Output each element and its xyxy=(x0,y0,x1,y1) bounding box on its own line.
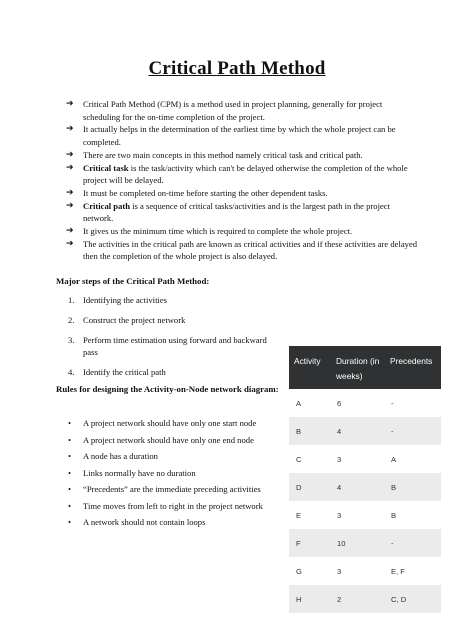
step-item xyxy=(64,315,279,327)
step-item xyxy=(64,335,279,358)
bullet-dot-icon: • xyxy=(68,434,72,445)
bullet-item xyxy=(66,123,418,148)
cell-precedents: C, D xyxy=(391,595,407,604)
cell-precedents: A xyxy=(391,455,397,464)
cell-duration: 3 xyxy=(337,567,342,576)
rule-text: Time moves from left to right in the project network xyxy=(83,500,263,511)
table-header xyxy=(289,346,441,389)
cell-duration: 4 xyxy=(337,427,342,436)
cell-precedents: E, F xyxy=(391,567,405,576)
step-text: Identify the critical path xyxy=(83,366,166,377)
arrow-right-icon: ➔ xyxy=(66,200,74,211)
bullet-item xyxy=(66,238,418,263)
cell-activity: A xyxy=(296,399,302,408)
table-row xyxy=(289,417,441,445)
cell-duration: 4 xyxy=(337,483,342,492)
major-steps-heading: Major steps of the Critical Path Method: xyxy=(56,276,210,286)
cell-activity: G xyxy=(296,567,302,576)
rule-item xyxy=(66,418,281,430)
rule-item xyxy=(66,501,281,513)
table-row xyxy=(289,557,441,585)
cell-activity: H xyxy=(296,595,302,604)
arrow-right-icon: ➔ xyxy=(66,124,74,135)
bullet-dot-icon: • xyxy=(68,418,72,428)
table-row xyxy=(289,529,441,557)
arrow-right-icon: ➔ xyxy=(66,187,74,198)
rules-list xyxy=(66,418,281,534)
cell-duration: 3 xyxy=(337,511,342,520)
table-row xyxy=(289,445,441,473)
bullet-bold-text: Critical path xyxy=(83,200,131,211)
bullet-dot-icon: • xyxy=(68,484,72,494)
bullet-item xyxy=(66,162,418,187)
page-title: Critical Path Method xyxy=(148,58,326,79)
bullet-item xyxy=(66,200,418,225)
bullet-item xyxy=(66,225,418,238)
cell-activity: E xyxy=(296,511,302,520)
rule-text: “Precedents” are the immediate preceding activities xyxy=(83,484,261,494)
cell-precedents: - xyxy=(391,539,394,548)
bullet-dot-icon: • xyxy=(68,500,72,511)
step-number: 3. xyxy=(68,335,75,346)
bullet-text: It gives us the minimum time which is required to complete the whole project. xyxy=(83,226,353,237)
cell-precedents: - xyxy=(391,427,394,436)
table-row xyxy=(289,473,441,501)
bullet-text: is a sequence of critical tasks/activities and is the largest path in the project network. xyxy=(83,200,390,224)
step-number: 1. xyxy=(68,295,75,305)
bullet-text: It must be completed on-time before starting the other dependent tasks. xyxy=(83,187,328,198)
bullet-dot-icon: • xyxy=(68,517,72,527)
step-number: 4. xyxy=(68,366,75,377)
rule-text: A node has a duration xyxy=(83,451,158,461)
cell-duration: 10 xyxy=(337,539,346,548)
step-number: 2. xyxy=(68,315,75,326)
activity-table xyxy=(289,346,441,613)
arrow-right-icon: ➔ xyxy=(66,238,74,249)
cell-activity: F xyxy=(296,539,301,548)
cell-activity: D xyxy=(296,483,302,492)
rule-item xyxy=(66,435,281,447)
bullet-text: It actually helps in the determination of the earliest time by which the whole project can be completed. xyxy=(83,124,396,148)
arrow-right-icon: ➔ xyxy=(66,99,74,109)
rules-heading: Rules for designing the Activity-on-Node network diagram: xyxy=(56,384,279,394)
table-row xyxy=(289,389,441,417)
bullet-text: There are two main concepts in this method namely critical task and critical path. xyxy=(83,149,363,160)
bullet-item xyxy=(66,98,418,123)
rule-item xyxy=(66,517,281,529)
step-text: Perform time estimation using forward and backward pass xyxy=(83,335,267,357)
rule-text: Links normally have no duration xyxy=(83,467,196,478)
bullet-text: The activities in the critical path are known as critical activities and if these activities are delayed then the completion of the whole project is also delayed. xyxy=(83,238,418,262)
cell-precedents: - xyxy=(391,399,394,408)
arrow-right-icon: ➔ xyxy=(66,149,74,160)
rule-item xyxy=(66,451,281,463)
cell-activity: B xyxy=(296,427,302,436)
step-item xyxy=(64,295,279,307)
bullet-dot-icon: • xyxy=(68,467,72,478)
cell-duration: 6 xyxy=(337,399,342,408)
step-text: Construct the project network xyxy=(83,315,186,326)
bullet-text: Critical Path Method (CPM) is a method used in project planning, generally for project scheduling for the on-time completion of the project. xyxy=(83,99,383,122)
bullet-item xyxy=(66,149,418,162)
rule-item xyxy=(66,484,281,496)
header-activity: Activity xyxy=(294,356,321,366)
arrow-right-icon: ➔ xyxy=(66,226,74,237)
bullet-text: is the task/activity which can't be delayed otherwise the completion of the whole project will be delayed. xyxy=(83,162,408,186)
cell-activity: C xyxy=(296,455,302,464)
major-steps-list xyxy=(64,295,279,387)
rule-text: A project network should have only one end node xyxy=(83,434,254,445)
table-row xyxy=(289,585,441,613)
bullet-dot-icon: • xyxy=(68,451,72,461)
cell-duration: 2 xyxy=(337,595,342,604)
arrow-right-icon: ➔ xyxy=(66,162,74,173)
cell-precedents: B xyxy=(391,511,397,520)
intro-bullet-list xyxy=(66,98,418,263)
bullet-item xyxy=(66,187,418,200)
cell-duration: 3 xyxy=(337,455,342,464)
header-duration: Duration (in weeks) xyxy=(336,356,380,381)
table-row xyxy=(289,501,441,529)
rule-item xyxy=(66,468,281,480)
step-item xyxy=(64,367,279,379)
header-precedents: Precedents xyxy=(390,356,433,366)
rule-text: A network should not contain loops xyxy=(83,517,206,527)
bullet-bold-text: Critical task xyxy=(83,162,129,173)
cell-precedents: B xyxy=(391,483,397,492)
step-text: Identifying the activities xyxy=(83,295,168,305)
rule-text: A project network should have only one start node xyxy=(83,418,257,428)
